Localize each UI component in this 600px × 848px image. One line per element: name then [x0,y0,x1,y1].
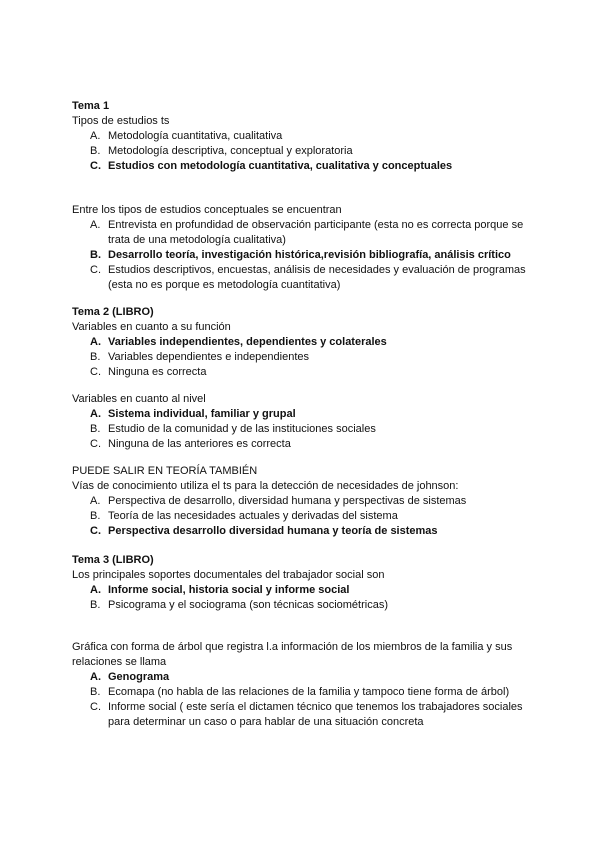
section-heading: Tema 3 (LIBRO) [72,554,154,566]
option-text: Metodología cuantitativa, cualitativa [108,130,283,142]
option-letter: A. [90,408,101,420]
option-letter: B. [90,249,101,261]
option-text: Perspectiva de desarrollo, diversidad humana y perspectivas de sistemas [108,495,467,507]
option-letter: A. [90,336,101,348]
option-item-correct [72,407,542,422]
section-genograma [72,640,542,730]
option-item-correct [72,524,542,539]
question-text: Tipos de estudios ts [72,115,170,127]
section-heading: Tema 2 (LIBRO) [72,306,154,318]
option-letter: A. [90,495,101,507]
question-text: Los principales soportes documentales del trabajador social son [72,569,385,581]
section-estudios-conceptuales [72,203,542,293]
option-text: Variables dependientes e independientes [108,351,310,363]
option-letter: B. [90,145,101,157]
option-text: Psicograma y el sociograma (son técnicas sociométricas) [108,599,388,611]
section-tema-3 [72,553,542,613]
option-item [72,350,542,365]
option-letter: C. [90,366,101,378]
option-item [72,365,542,380]
option-item [72,218,542,248]
option-text: Sistema individual, familiar y grupal [108,408,296,420]
question-text: Entre los tipos de estudios conceptuales se encuentran [72,204,342,216]
option-item-correct [72,335,542,350]
option-letter: B. [90,686,101,698]
option-letter: C. [90,701,101,713]
options-list [72,407,542,452]
option-item [72,685,542,700]
option-letter: B. [90,351,101,363]
question-text: Variables en cuanto al nivel [72,393,206,405]
option-text: Estudios con metodología cuantitativa, cualitativa y conceptuales [108,160,453,172]
option-letter: B. [90,510,101,522]
option-item-correct [72,670,542,685]
option-item [72,437,542,452]
option-text: Variables independientes, dependientes y colaterales [108,336,387,348]
option-letter: B. [90,423,101,435]
option-letter: C. [90,438,101,450]
option-letter: C. [90,264,101,276]
option-item [72,263,542,293]
section-heading: Tema 1 [72,100,110,112]
option-letter: A. [90,671,101,683]
option-text: Desarrollo teoría, investigación histórica,revisión bibliografía, análisis crítico [108,249,511,261]
options-list [72,335,542,380]
option-text: Informe social ( este sería el dictamen técnico que tenemos los trabajadores sociales para determinar un caso o para hablar de una situación concreta [108,701,523,728]
section-johnson [72,464,542,539]
option-letter: B. [90,599,101,611]
option-text: Estudio de la comunidad y de las instituciones sociales [108,423,376,435]
option-item [72,144,542,159]
option-letter: A. [90,130,101,142]
option-letter: A. [90,219,101,231]
option-item-correct [72,248,542,263]
options-list [72,583,542,613]
option-text: Entrevista en profundidad de observación participante (esta no es correcta porque se trata de una metodología cualitativa) [108,219,524,246]
option-text: Metodología descriptiva, conceptual y exploratoria [108,145,353,157]
option-item [72,129,542,144]
option-item [72,598,542,613]
section-variables-nivel [72,392,542,452]
option-text: Perspectiva desarrollo diversidad humana y teoría de sistemas [108,525,438,537]
option-item [72,509,542,524]
option-letter: C. [90,525,101,537]
option-text: Estudios descriptivos, encuestas, análisis de necesidades y evaluación de programas (esta no es porque es metodología cuantitativa) [108,264,526,291]
question-text: Vías de conocimiento utiliza el ts para la detección de necesidades de johnson: [72,480,459,492]
option-item-correct [72,159,542,174]
options-list [72,218,542,293]
option-item [72,422,542,437]
question-text: Gráfica con forma de árbol que registra l.a información de los miembros de la familia y sus relaciones se llama [72,641,513,668]
note-text: PUEDE SALIR EN TEORÍA TAMBIÉN [72,465,258,477]
section-tema-2 [72,305,542,380]
question-text: Variables en cuanto a su función [72,321,231,333]
option-letter: C. [90,160,101,172]
option-text: Informe social, historia social y informe social [108,584,350,596]
option-text: Genograma [108,671,170,683]
options-list [72,494,542,539]
option-text: Ecomapa (no habla de las relaciones de la familia y tampoco tiene forma de árbol) [108,686,510,698]
option-letter: A. [90,584,101,596]
option-text: Teoría de las necesidades actuales y derivadas del sistema [108,510,398,522]
option-item-correct [72,583,542,598]
option-text: Ninguna de las anteriores es correcta [108,438,291,450]
section-tema-1 [72,99,542,174]
option-text: Ninguna es correcta [108,366,207,378]
option-item [72,494,542,509]
option-item [72,700,542,730]
options-list [72,129,542,174]
options-list [72,670,542,730]
